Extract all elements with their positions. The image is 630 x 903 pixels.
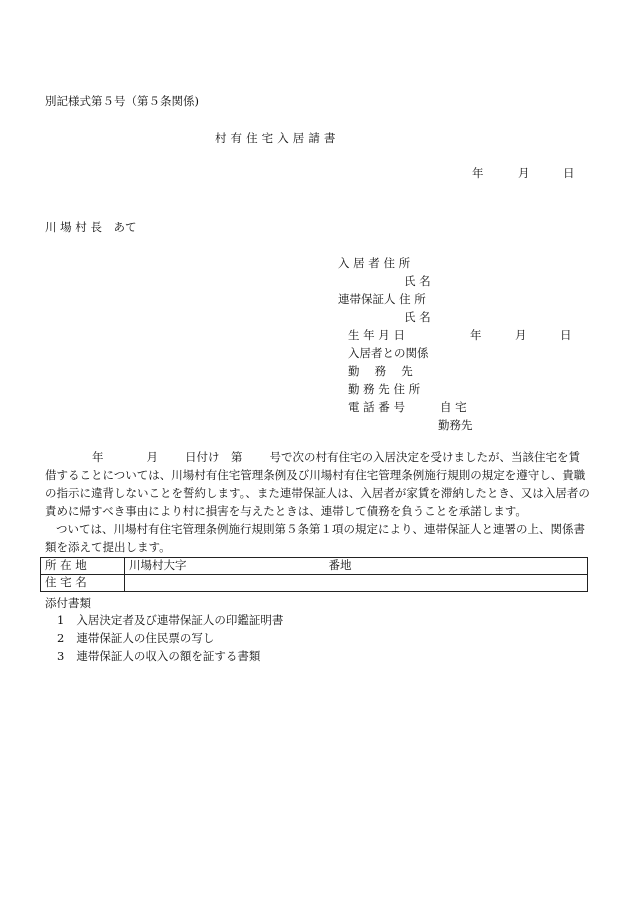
body-line-6: 類を添えて提出します。	[45, 540, 171, 554]
attachment-text: 連帯保証人の住民票の写し	[76, 631, 215, 645]
property-table	[40, 557, 588, 592]
body-line-5: ついては、川場村有住宅管理条例施行規則第５条第１項の規定により、連帯保証人と連署の上、関係書	[56, 522, 585, 536]
attachment-number: 1	[57, 613, 65, 627]
table-row	[41, 575, 588, 592]
housing-value	[125, 575, 588, 592]
birth-year-label: 年	[470, 328, 482, 342]
table-row	[41, 558, 588, 575]
tenant-name-label: 氏 名	[404, 274, 431, 288]
date-day-label: 日	[563, 166, 575, 180]
document-title: 村 有 住 宅 入 居 請 書	[215, 131, 336, 145]
guarantor-name-label: 氏 名	[404, 310, 431, 324]
attachment-number: 2	[57, 631, 65, 645]
list-item	[57, 651, 260, 663]
location-value-cell	[125, 558, 588, 575]
birth-month-label: 月	[515, 328, 527, 342]
phone-label: 電 話 番 号	[348, 400, 405, 414]
body-line-4: 責めに帰すべき事由により村に損害を与えたときは、連帯して債務を負うことを承諾します。	[45, 504, 527, 518]
form-id: 別記様式第５号（第５条関係)	[45, 94, 199, 108]
date-month-label: 月	[518, 166, 530, 180]
body-year: 年	[92, 450, 104, 464]
phone-home-label: 自 宅	[440, 400, 467, 414]
housing-label: 住 宅 名	[41, 575, 125, 592]
attachments-heading: 添付書類	[45, 596, 91, 610]
relation-label: 入居者との関係	[348, 346, 429, 360]
body-line-1	[45, 452, 590, 464]
body-month: 月	[146, 450, 158, 464]
phone-work-label: 勤務先	[438, 418, 473, 432]
addressee: 川 場 村 長 あて	[45, 220, 137, 234]
attachment-text: 連帯保証人の収入の額を証する書類	[76, 649, 261, 663]
list-item	[57, 633, 214, 645]
body-decision-text: 号で次の村有住宅の入居決定を受けましたが、当該住宅を賃	[269, 450, 580, 464]
body-day-ref: 日付け 第	[185, 450, 243, 464]
birthdate-label: 生 年 月 日	[348, 328, 405, 342]
guarantor-address-label: 連帯保証人 住 所	[338, 292, 426, 306]
attachment-number: 3	[57, 649, 65, 663]
workplace-label: 勤 務 先	[348, 364, 413, 378]
date-year-label: 年	[472, 166, 484, 180]
tenant-address-label: 入 居 者 住 所	[338, 256, 411, 270]
body-line-3: の指示に違背しないことを誓約します。、また連帯保証人は、入居者が家賃を滞納したとき、又は入居者の	[45, 486, 590, 500]
attachment-text: 入居決定者及び連帯保証人の印鑑証明書	[76, 613, 284, 627]
location-value: 川場村大字	[129, 558, 187, 573]
birth-day-label: 日	[560, 328, 572, 342]
location-label: 所 在 地	[41, 558, 125, 575]
body-line-2: 借することについては、川場村有住宅管理条例及び川場村有住宅管理条例施行規則の規定を遵守し、貴職	[45, 468, 586, 482]
workplace-address-label: 勤 務 先 住 所	[348, 382, 421, 396]
list-item	[57, 615, 283, 627]
location-suffix: 番地	[328, 558, 352, 573]
